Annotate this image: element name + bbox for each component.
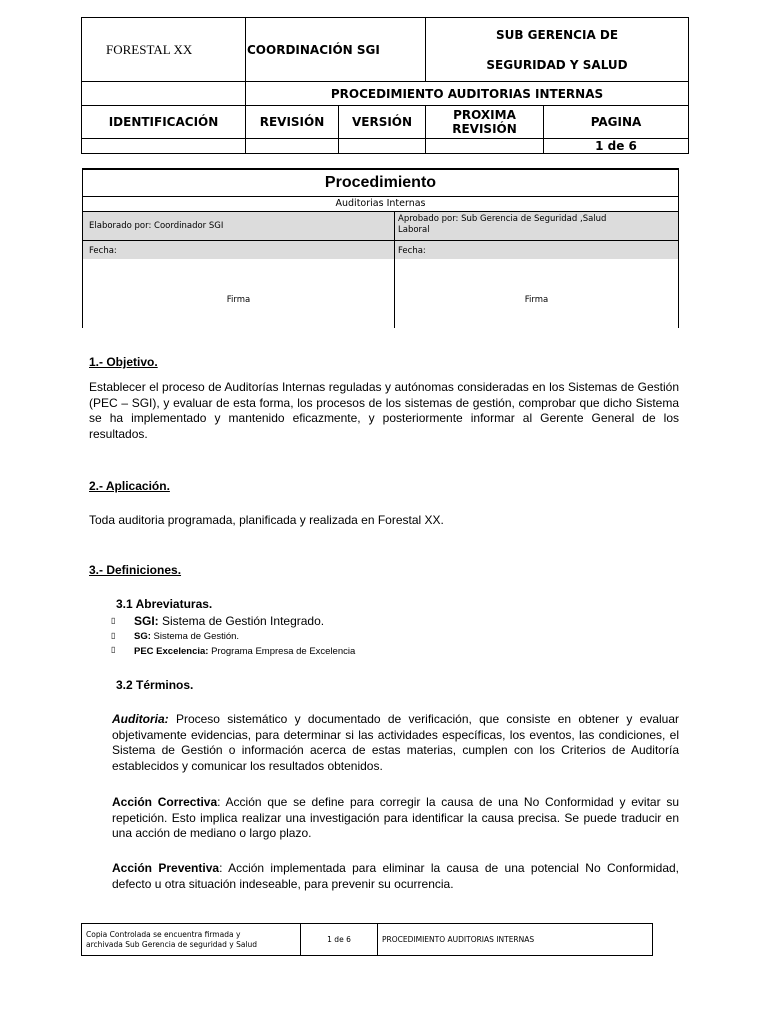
footer-title: PROCEDIMIENTO AUDITORIAS INTERNAS: [378, 924, 653, 956]
section-aplicacion-text: Toda auditoria programada, planificada y realizada en Forestal XX.: [89, 513, 444, 527]
val-identificacion: [82, 139, 246, 154]
abbr-item-pec: PEC Excelencia: Programa Empresa de Excelencia: [134, 646, 356, 657]
val-version: [339, 139, 426, 154]
col-pagina: PAGINA: [544, 106, 689, 139]
abreviaturas-heading: 3.1 Abreviaturas.: [116, 597, 213, 611]
fecha-right: Fecha:: [398, 246, 426, 256]
def-accion-correctiva: Acción Correctiva: Acción que se define para corregir la causa de una No Conformidad y evitar su repetición. Esto implica realizar una investigación para identificar la causa precisa. Se puede traducir en una acción de mediano o largo plazo.: [112, 795, 679, 840]
procedure-title: PROCEDIMIENTO AUDITORIAS INTERNAS: [246, 82, 689, 106]
bullet-icon: ▯: [111, 616, 116, 625]
company-name: FORESTAL XX: [82, 18, 246, 82]
firma-right: Firma: [524, 295, 549, 305]
section-objetivo-heading: 1.- Objetivo.: [89, 355, 158, 369]
aprobado-por: Aprobado por: Sub Gerencia de Seguridad ,Salud Laboral: [398, 214, 607, 235]
procedure-box-subtitle: Auditorias Internas: [83, 197, 678, 212]
elaborado-por: Elaborado por: Coordinador SGI: [89, 221, 224, 231]
bullet-icon: ▯: [111, 631, 116, 640]
header-table: [81, 17, 689, 154]
coordination-label: COORDINACIÓN SGI: [246, 18, 426, 82]
procedure-box: [82, 168, 679, 328]
terminos-heading: 3.2 Términos.: [116, 678, 194, 692]
def-accion-preventiva: Acción Preventiva: Acción implementada para eliminar la causa de una potencial No Conformidad, defecto u otra situación indeseable, para prevenir su ocurrencia.: [112, 861, 679, 891]
col-version: VERSIÓN: [339, 106, 426, 139]
section-definiciones-heading: 3.- Definiciones.: [89, 563, 182, 577]
firma-left: Firma: [226, 295, 251, 305]
abbr-item-sg: SG: Sistema de Gestión.: [134, 631, 240, 642]
col-revision: REVISIÓN: [246, 106, 339, 139]
bullet-icon: ▯: [111, 645, 116, 654]
section-aplicacion-heading: 2.- Aplicación.: [89, 479, 170, 493]
def-auditoria: Auditoria: Proceso sistemático y documentado de verificación, que consiste en obtener y evaluar objetivamente evidencias, para determinar si las actividades específicas, los eventos, las condiciones, el Sistema de Gestión o información acerca de estas materias, cumplen con los Criterios de Auditoría establecidos y comunicar los resultados obtenidos.: [112, 712, 679, 773]
footer-page: 1 de 6: [301, 924, 378, 956]
sub-gerencia-label: SUB GERENCIA DE SEGURIDAD Y SALUD: [426, 18, 689, 82]
val-pagina: 1 de 6: [544, 139, 689, 154]
footer-copy-note: Copia Controlada se encuentra firmada y archivada Sub Gerencia de seguridad y Salud: [82, 924, 301, 956]
col-identificacion: IDENTIFICACIÓN: [82, 106, 246, 139]
val-proxima: [426, 139, 544, 154]
column-divider: [394, 212, 395, 328]
abbr-item-sgi: SGI: Sistema de Gestión Integrado.: [134, 614, 325, 628]
fecha-left: Fecha:: [89, 246, 117, 256]
blank-cell: [82, 82, 246, 106]
procedure-box-title: Procedimiento: [83, 170, 678, 197]
val-revision: [246, 139, 339, 154]
section-objetivo-text: Establecer el proceso de Auditorías Internas reguladas y autónomas consideradas en los Sistemas de Gestión (PEC – SGI), y evaluar de esta forma, los procesos de los sistemas de gestión, comprobar que dicho Sistema se ha implementado y mantenido eficazmente, y posteriormente informar al Gerente General de los resultados.: [89, 380, 679, 441]
footer-table: [81, 923, 653, 956]
col-proxima-revision: PROXIMA REVISIÓN: [426, 106, 544, 139]
row-divider: [83, 240, 678, 241]
